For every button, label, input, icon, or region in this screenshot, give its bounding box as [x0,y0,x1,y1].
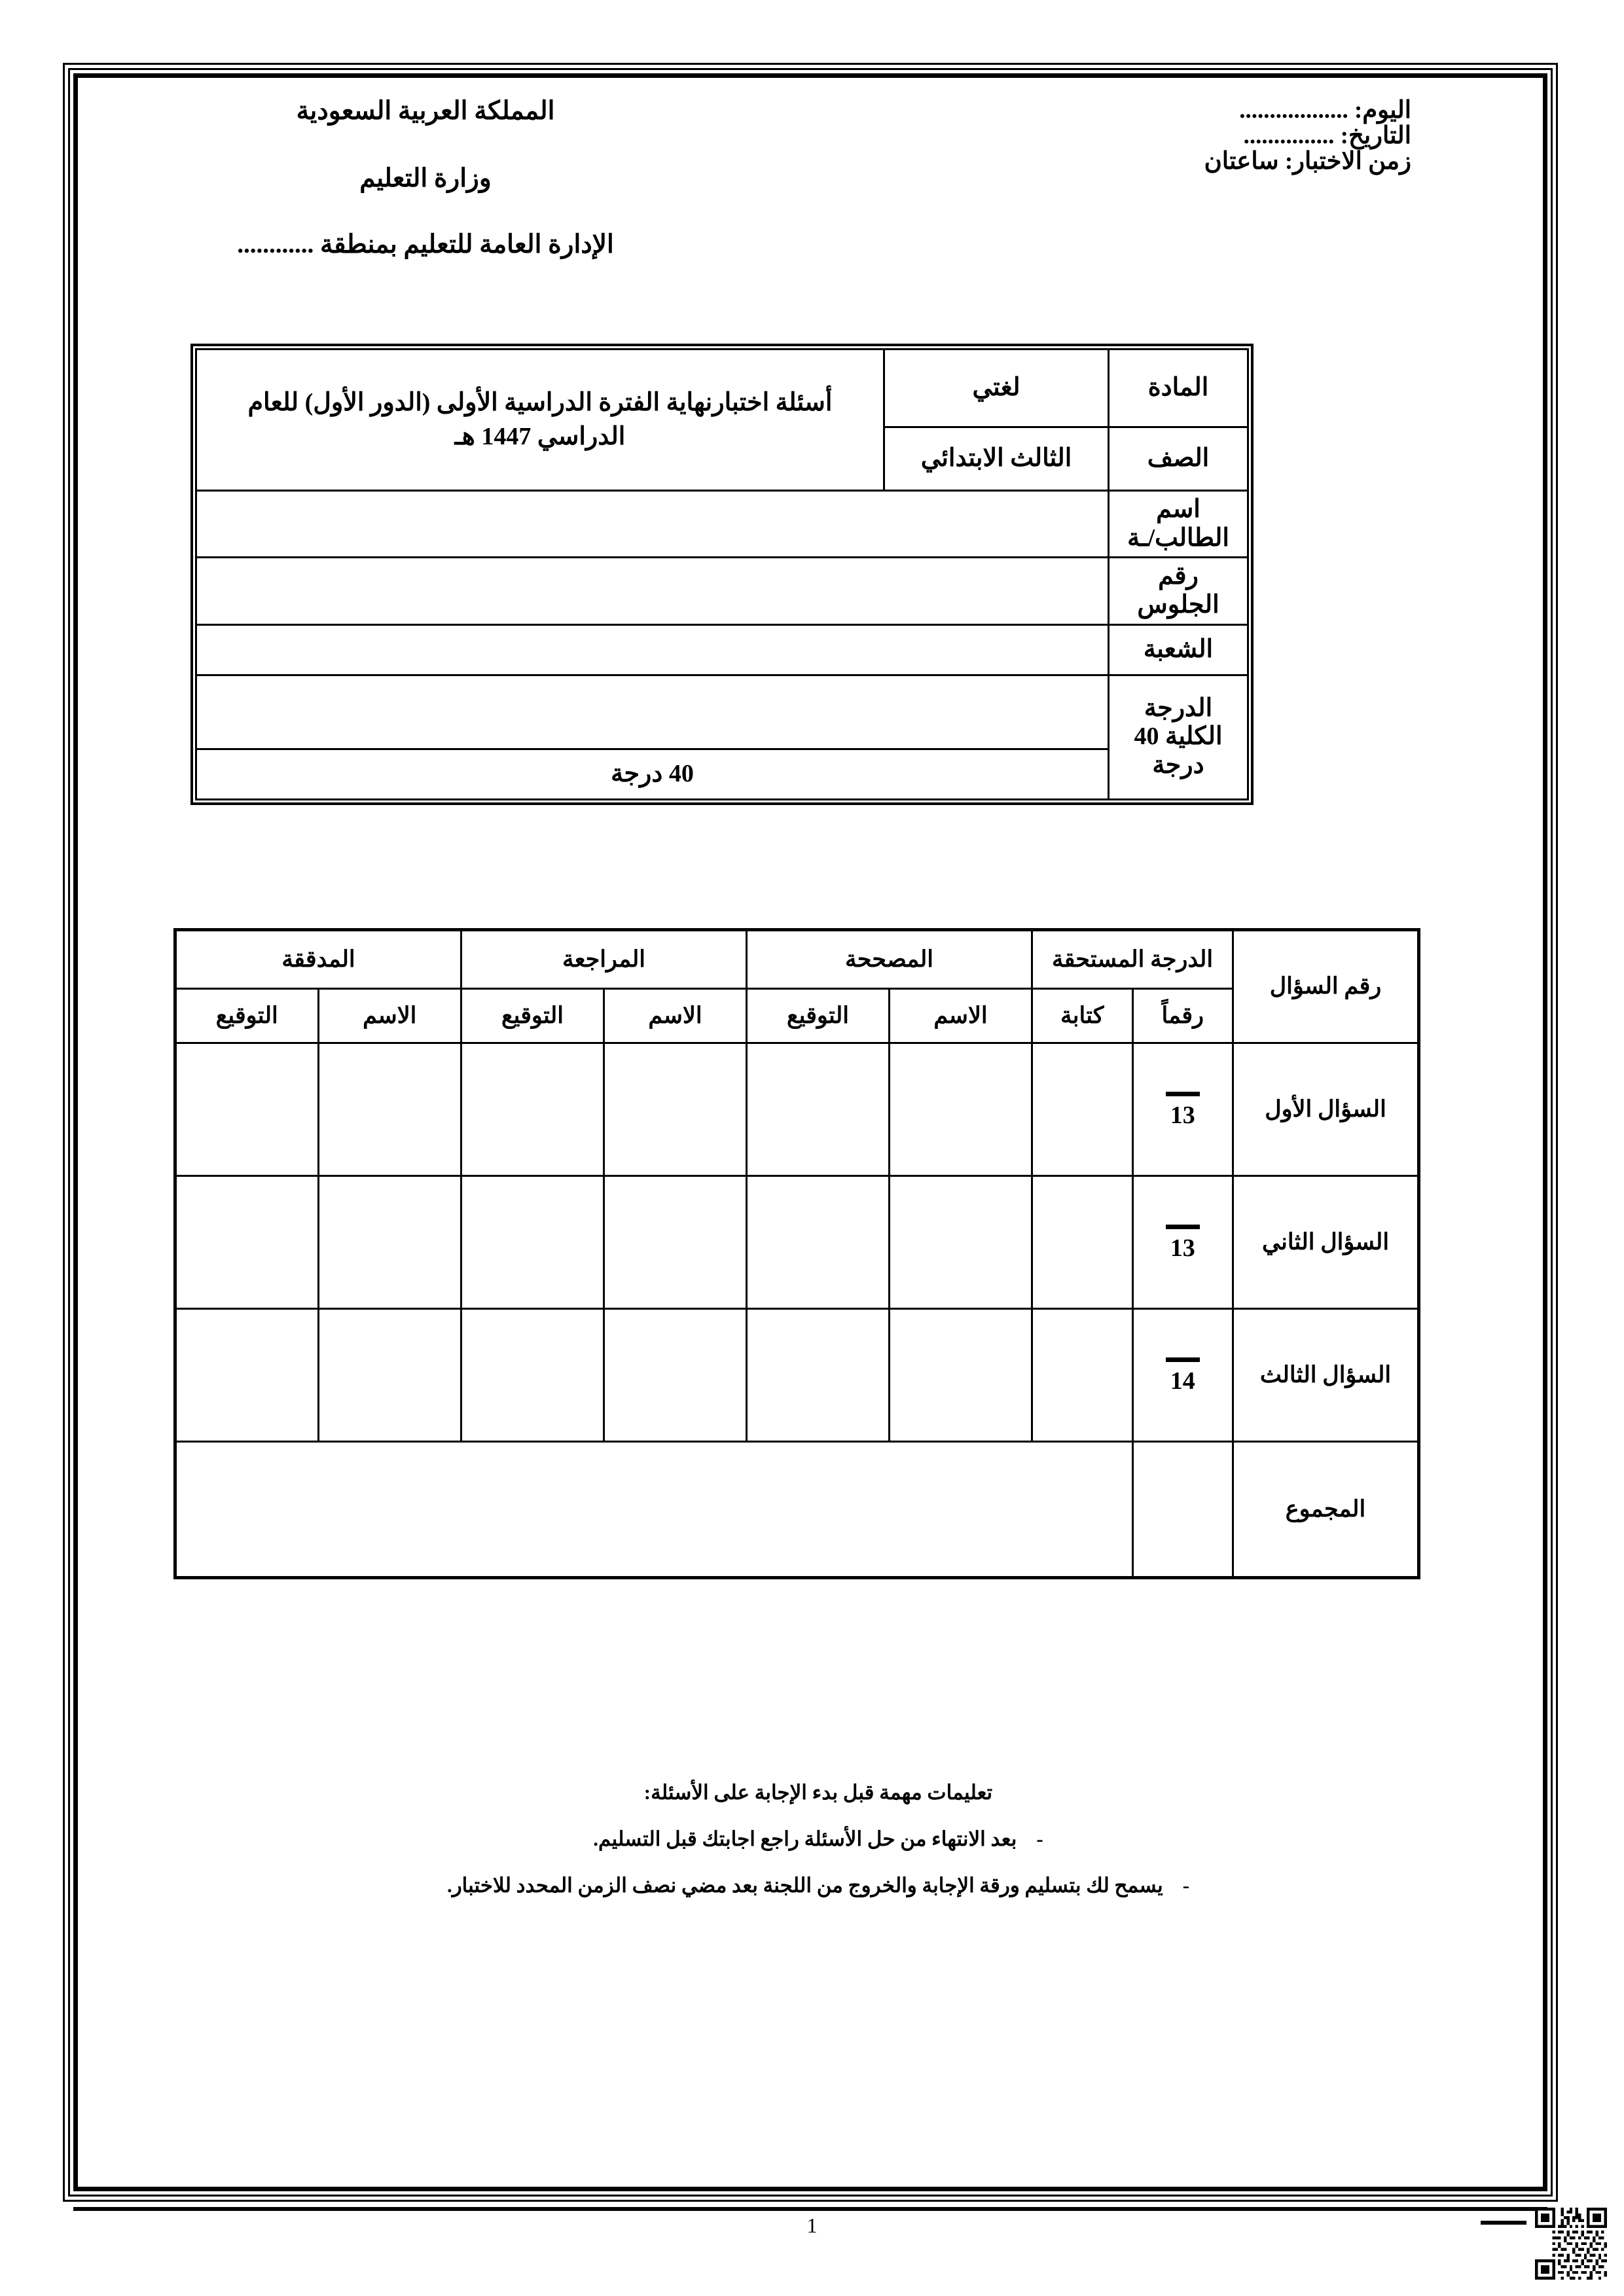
table-row [175,1043,1419,1176]
instructions-block [196,1780,1440,1920]
marker-signature-cell[interactable] [747,1176,890,1309]
instructions-title: تعليمات مهمة قبل بدء الإجابة على الأسئلة: [643,1781,993,1804]
bullet-icon: - [1182,1874,1190,1897]
grading-table-wrapper [213,928,1420,1579]
written-mark-cell[interactable] [1032,1309,1133,1442]
table-row [196,749,1248,799]
exam-info-table-wrapper [200,344,1254,805]
exam-day-field: اليوم: .................. [1239,97,1411,124]
education-directorate: الإدارة العامة للتعليم بمنطقة ............ [237,230,614,259]
grading-header-row-sub [175,989,1419,1043]
student-name-input[interactable] [196,491,1109,558]
total-mark-label: الدرجة الكلية 40 درجة [1109,675,1248,799]
col-marker-signature: التوقيع [747,989,890,1043]
auditor-signature-cell[interactable] [175,1176,319,1309]
total-numeric-cell[interactable] [1132,1442,1233,1578]
page-header [98,98,1523,259]
reviewer-signature-cell[interactable] [461,1176,604,1309]
table-row [196,558,1248,624]
kingdom-name: المملكة العربية السعودية [296,97,555,125]
total-mark-blank[interactable] [196,675,1109,749]
exam-info-table-border [190,344,1254,805]
question-max-mark[interactable] [1132,1309,1233,1442]
mark-fraction: 13 [1136,1225,1230,1261]
grading-header-row-top [175,930,1419,989]
fraction-bar-icon [1166,1357,1200,1362]
question-max-mark[interactable] [1132,1043,1233,1176]
subject-value: لغتي [884,350,1109,427]
page-number: 1 [806,2214,818,2237]
table-row-total [175,1442,1419,1578]
mark-fraction: 14 [1136,1357,1230,1393]
question-label: السؤال الثاني [1233,1176,1419,1309]
question-label: السؤال الثالث [1233,1309,1419,1442]
fraction-bar-icon [1166,1225,1200,1229]
auditor-name-cell[interactable] [318,1176,461,1309]
footer-divider [73,2207,1547,2211]
col-question-number: رقم السؤال [1233,930,1419,1043]
question-max-mark[interactable] [1132,1176,1233,1309]
written-mark-cell[interactable] [1032,1043,1133,1176]
table-row [196,491,1248,558]
col-reviewer-name: الاسم [604,989,747,1043]
reviewer-name-cell[interactable] [604,1043,747,1176]
table-row [196,675,1248,749]
section-input[interactable] [196,624,1109,675]
section-label: الشعبة [1109,624,1248,675]
seat-number-label: رقم الجلوس [1109,558,1248,624]
table-row [175,1309,1419,1442]
auditor-name-cell[interactable] [318,1309,461,1442]
total-mark-value: 40 درجة [196,749,1109,799]
exam-info-table [195,348,1249,800]
header-left-column [933,98,1523,259]
instruction-item [196,1873,1440,1897]
exam-duration-field: زمن الاختبار: ساعتان [1204,147,1411,175]
col-written: كتابة [1032,989,1133,1043]
table-row [196,624,1248,675]
instruction-item [196,1827,1440,1851]
student-name-label: اسم الطالب/ـة [1109,491,1248,558]
col-numeric: رقماً [1132,989,1233,1043]
auditor-signature-cell[interactable] [175,1309,319,1442]
marker-name-cell[interactable] [890,1043,1032,1176]
table-row [175,1176,1419,1309]
reviewer-signature-cell[interactable] [461,1043,604,1176]
col-auditor-signature: التوقيع [175,989,319,1043]
grade-label: الصف [1109,427,1248,491]
header-right-column [98,98,753,259]
marker-signature-cell[interactable] [747,1309,890,1442]
reviewer-signature-cell[interactable] [461,1309,604,1442]
exam-date-field: التاريخ: ............... [1243,122,1411,149]
col-reviewer: المراجعة [461,930,747,989]
col-marker-name: الاسم [890,989,1032,1043]
written-mark-cell[interactable] [1032,1176,1133,1309]
grading-table-body [175,1043,1419,1578]
qr-side-rule [1481,2221,1526,2225]
total-merged-cell[interactable] [175,1442,1133,1578]
grade-value: الثالث الابتدائي [884,427,1109,491]
qr-code-icon [1535,2208,1607,2280]
reviewer-name-cell[interactable] [604,1309,747,1442]
grading-table [173,928,1420,1579]
fraction-bar-icon [1166,1092,1200,1096]
instruction-text: يسمح لك بتسليم ورقة الإجابة والخروج من اللجنة بعد مضي نصف الزمن المحدد للاختبار. [446,1874,1163,1897]
col-reviewer-signature: التوقيع [461,989,604,1043]
auditor-signature-cell[interactable] [175,1043,319,1176]
marker-name-cell[interactable] [890,1176,1032,1309]
auditor-name-cell[interactable] [318,1043,461,1176]
table-row [196,350,1248,427]
mark-fraction: 13 [1136,1092,1230,1128]
instruction-text: بعد الانتهاء من حل الأسئلة راجع اجابتك قبل التسليم. [593,1827,1017,1851]
subject-label: المادة [1109,350,1248,427]
question-label: السؤال الأول [1233,1043,1419,1176]
seat-number-input[interactable] [196,558,1109,624]
marker-name-cell[interactable] [890,1309,1032,1442]
col-earned-mark: الدرجة المستحقة [1032,930,1233,989]
reviewer-name-cell[interactable] [604,1176,747,1309]
col-auditor: المدققة [175,930,461,989]
marker-signature-cell[interactable] [747,1043,890,1176]
ministry-name: وزارة التعليم [359,164,492,192]
total-row-label: المجموع [1233,1442,1419,1578]
exam-title: أسئلة اختبارنهاية الفترة الدراسية الأولى (الدور الأول) للعام الدراسي 1447 هـ [196,350,884,491]
bullet-icon: - [1036,1827,1043,1851]
col-marker: المصححة [747,930,1032,989]
col-auditor-name: الاسم [318,989,461,1043]
